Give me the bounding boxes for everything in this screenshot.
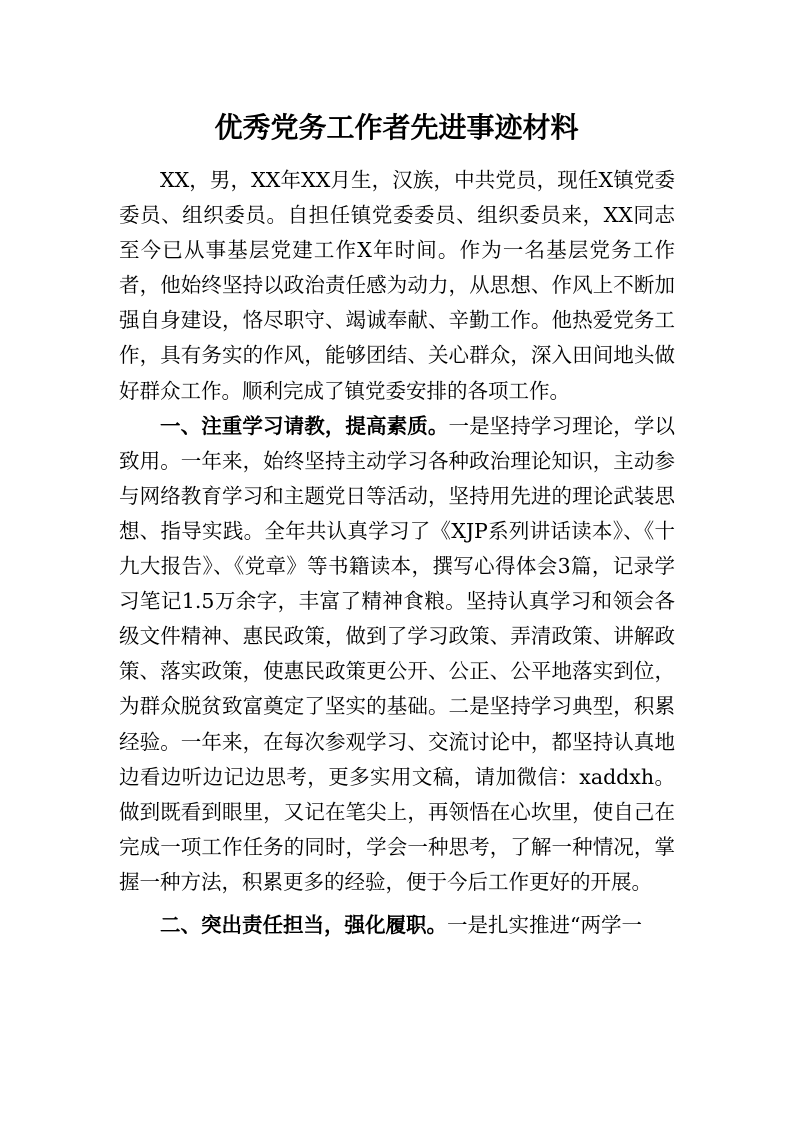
- section-2-text: 一是扎实推进“两学一: [447, 912, 642, 937]
- paragraph-section-1: [119, 409, 675, 900]
- section-1-text: 一是坚持学习理论，学以致用。一年来，始终坚持主动学习各种政治理论知识，主动参与网络教育学习和主题党日等活动，坚持用先进的理论武装思想、指导实践。全年共认真学习了《XJP系列讲话读本》、《十九大报告》、《党章》等书籍读本，撰写心得体会3篇，记录学习笔记1.5万余字，丰富了精神食粮。坚持认真学习和领会各级文件精神、惠民政策，做到了学习政策、弄清政策、讲解政策、落实政策，使惠民政策更公开、公正、公平地落实到位，为群众脱贫致富奠定了坚实的基础。二是坚持学习典型，积累经验。一年来，在每次参观学习、交流讨论中，都坚持认真地边看边听边记边思考，更多实用文稿，请加微信：xaddxh。做到既看到眼里，又记在笔尖上，再领悟在心坎里，使自己在完成一项工作任务的同时，学会一种思考，了解一种情况，掌握一种方法，积累更多的经验，便于今后工作更好的开展。: [119, 413, 676, 894]
- document-body: [119, 163, 675, 943]
- paragraph-section-2: [119, 908, 675, 943]
- section-1-heading: 一、注重学习请教，提高素质。: [160, 413, 449, 438]
- paragraph-intro: XX，男，XX年XX月生，汉族，中共党员，现任X镇党委委员、组织委员。自担任镇党委委员、组织委员来，XX同志至今已从事基层党建工作X年时间。作为一名基层党务工作者，他始终坚持以政治责任感为动力，从思想、作风上不断加强自身建设，恪尽职守、竭诚奉献、辛勤工作。他热爱党务工作，具有务实的作风，能够团结、关心群众，深入田间地头做好群众工作。顺利完成了镇党委安排的各项工作。: [119, 168, 675, 403]
- section-2-heading: 二、突出责任担当，强化履职。: [160, 912, 447, 937]
- document-title: 优秀党务工作者先进事迹材料: [214, 111, 579, 144]
